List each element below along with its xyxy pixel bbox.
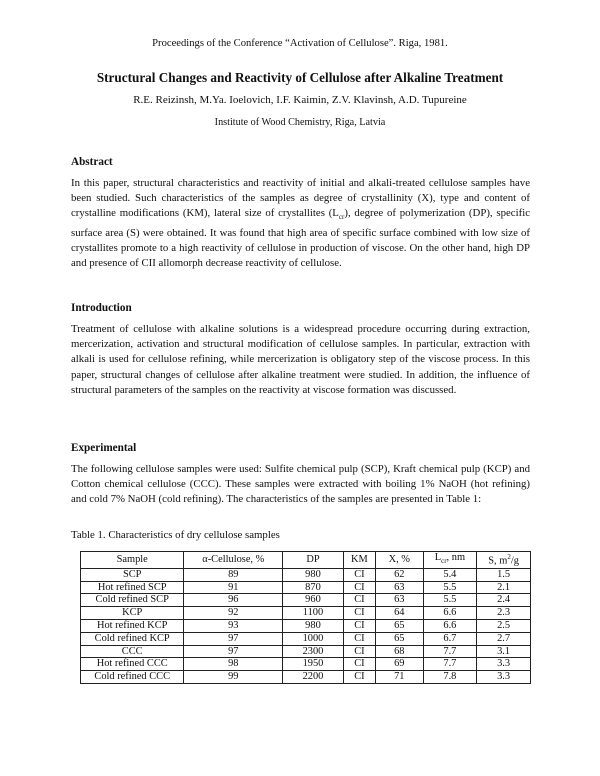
table-row xyxy=(81,581,531,594)
cell-sample: SCP xyxy=(81,568,184,581)
abstract-heading: Abstract xyxy=(71,156,113,168)
cell-s: 1.5 xyxy=(477,568,531,581)
cell-x: 65 xyxy=(376,620,424,633)
table-row xyxy=(81,620,531,633)
cell-lcr: 5.5 xyxy=(423,581,477,594)
col-header-x: X, % xyxy=(376,552,424,569)
cell-dp: 1100 xyxy=(283,607,344,620)
cell-s: 3.1 xyxy=(477,645,531,658)
cell-s: 2.5 xyxy=(477,620,531,633)
cell-x: 65 xyxy=(376,632,424,645)
table-header-row xyxy=(81,552,531,569)
table-row xyxy=(81,645,531,658)
cell-km: CI xyxy=(343,632,375,645)
cell-x: 68 xyxy=(376,645,424,658)
cell-s: 2.4 xyxy=(477,594,531,607)
cell-dp: 870 xyxy=(283,581,344,594)
cell-km: CI xyxy=(343,581,375,594)
cell-dp: 960 xyxy=(283,594,344,607)
paper-institute: Institute of Wood Chemistry, Riga, Latvia xyxy=(214,117,386,128)
cell-x: 71 xyxy=(376,671,424,684)
cell-dp: 1950 xyxy=(283,658,344,671)
col-header-lcr xyxy=(423,552,477,569)
abstract-lcr-subscript: cr xyxy=(338,213,345,222)
cell-sample: Cold refined SCP xyxy=(81,594,184,607)
cell-x: 62 xyxy=(376,568,424,581)
cell-lcr: 6.7 xyxy=(423,632,477,645)
table-row xyxy=(81,632,531,645)
cell-alpha-cellulose: 98 xyxy=(184,658,283,671)
cell-dp: 2200 xyxy=(283,671,344,684)
cell-alpha-cellulose: 93 xyxy=(184,620,283,633)
table-body xyxy=(81,568,531,683)
cell-km: CI xyxy=(343,671,375,684)
paper-authors: R.E. Reizinsh, M.Ya. Ioelovich, I.F. Kaimin, Z.V. Klavinsh, A.D. Tupureine xyxy=(133,94,467,106)
table-row xyxy=(81,607,531,620)
cell-lcr: 5.5 xyxy=(423,594,477,607)
cell-sample: CCC xyxy=(81,645,184,658)
cell-km: CI xyxy=(343,620,375,633)
cell-dp: 980 xyxy=(283,568,344,581)
cell-km: CI xyxy=(343,658,375,671)
cell-alpha-cellulose: 91 xyxy=(184,581,283,594)
cell-x: 63 xyxy=(376,594,424,607)
cell-lcr: 6.6 xyxy=(423,620,477,633)
introduction-heading: Introduction xyxy=(71,302,132,314)
proceedings-header: Proceedings of the Conference “Activation of Cellulose”. Riga, 1981. xyxy=(152,38,448,49)
table-row xyxy=(81,568,531,581)
cell-lcr: 7.8 xyxy=(423,671,477,684)
cell-s: 3.3 xyxy=(477,671,531,684)
cell-alpha-cellulose: 99 xyxy=(184,671,283,684)
cell-sample: KCP xyxy=(81,607,184,620)
cell-lcr: 6.6 xyxy=(423,607,477,620)
cell-lcr: 7.7 xyxy=(423,658,477,671)
table-caption: Table 1. Characteristics of dry cellulose samples xyxy=(71,529,280,541)
cell-dp: 1000 xyxy=(283,632,344,645)
abstract-text-part2: ), degree of polymerization (DP), specific surface area (S) were obtained. It was found that high area of specific surface combined with low size of crystallites promote to a high reactivity of cellulose in production of viscose. On the other hand, high DP and presence of CII allomorph decrease reactivity of cellulose. xyxy=(71,207,530,270)
col-header-s xyxy=(477,552,531,569)
cell-alpha-cellulose: 97 xyxy=(184,632,283,645)
lcr-unit: , nm xyxy=(446,552,466,563)
col-header-km: KM xyxy=(343,552,375,569)
cell-s: 3.3 xyxy=(477,658,531,671)
cell-sample: Cold refined KCP xyxy=(81,632,184,645)
cell-x: 69 xyxy=(376,658,424,671)
col-header-alpha-cellulose: α-Cellulose, % xyxy=(184,552,283,569)
cell-x: 63 xyxy=(376,581,424,594)
s-main: S, m xyxy=(488,555,508,567)
table-row xyxy=(81,594,531,607)
cell-lcr: 5.4 xyxy=(423,568,477,581)
cell-s: 2.1 xyxy=(477,581,531,594)
cell-alpha-cellulose: 89 xyxy=(184,568,283,581)
cell-sample: Hot refined SCP xyxy=(81,581,184,594)
cell-km: CI xyxy=(343,645,375,658)
experimental-text: The following cellulose samples were used: Sulfite chemical pulp (SCP), Kraft chemical pulp (KCP) and Cotton chemical cellulose (CCC). These samples were extracted with boiling 1% NaOH (hot refining) and cold 7% NaOH (cold refining). The characteristics of the samples are presented in Table 1: xyxy=(71,463,530,506)
cell-dp: 2300 xyxy=(283,645,344,658)
cell-alpha-cellulose: 97 xyxy=(184,645,283,658)
cell-km: CI xyxy=(343,568,375,581)
characteristics-table xyxy=(80,551,531,684)
table-row xyxy=(81,671,531,684)
abstract-text-part1: In this paper, structural characteristics and reactivity of initial and alkali-treated cellulose samples have been studied. Such characteristics of the samples as degree of crystallinity (X), type and content of crystalline modifications (KM), lateral size of crystallites (L xyxy=(71,177,530,220)
experimental-heading: Experimental xyxy=(71,442,137,454)
lcr-main: L xyxy=(434,552,442,563)
cell-s: 2.7 xyxy=(477,632,531,645)
table-row xyxy=(81,658,531,671)
abstract-text xyxy=(71,176,530,271)
cell-s: 2.3 xyxy=(477,607,531,620)
cell-dp: 980 xyxy=(283,620,344,633)
cell-km: CI xyxy=(343,594,375,607)
cell-lcr: 7.7 xyxy=(423,645,477,658)
cell-km: CI xyxy=(343,607,375,620)
s-unit: /g xyxy=(510,555,519,567)
cell-alpha-cellulose: 96 xyxy=(184,594,283,607)
col-header-sample: Sample xyxy=(81,552,184,569)
s-superscript: 2 xyxy=(507,553,511,562)
paper-title: Structural Changes and Reactivity of Cellulose after Alkaline Treatment xyxy=(96,70,504,85)
introduction-text: Treatment of cellulose with alkaline solutions is a widespread procedure occurring during extraction, mercerization, activation and structural modification of cellulose samples. In particular, extraction with alkali is used for cellulose refining, while mercerization is obligatory step of the viscose process. In this paper, structural changes of cellulose after alkaline treatment were studied. In addition, the influence of structural parameters of the samples on the reactivity at viscose formation was discussed. xyxy=(71,323,530,396)
cell-sample: Cold refined CCC xyxy=(81,671,184,684)
cell-x: 64 xyxy=(376,607,424,620)
cell-sample: Hot refined CCC xyxy=(81,658,184,671)
col-header-dp: DP xyxy=(283,552,344,569)
cell-alpha-cellulose: 92 xyxy=(184,607,283,620)
cell-sample: Hot refined KCP xyxy=(81,620,184,633)
lcr-subscript: cr xyxy=(441,557,447,566)
